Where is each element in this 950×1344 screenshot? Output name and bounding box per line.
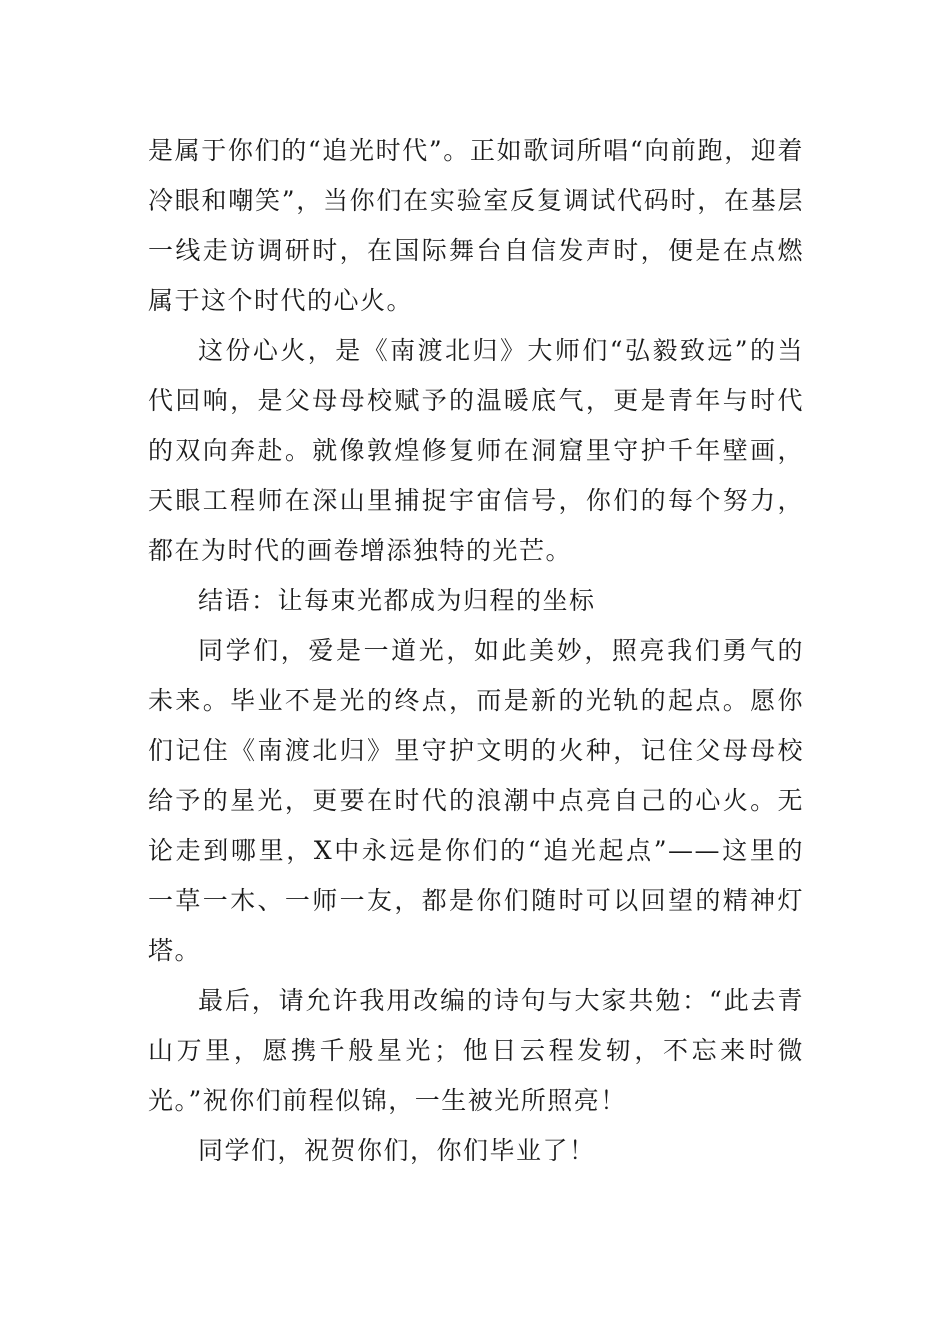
paragraph-graduation-light: 同学们，爱是一道光，如此美妙，照亮我们勇气的未来。毕业不是光的终点，而是新的光轨的起点。愿你们记住《南渡北归》里守护文明的火种，记住父母母校给予的星光，更要在时代的浪潮中点亮自己的心火。无论走到哪里，X中永远是你们的“追光起点”——这里的一草一木、一师一友，都是你们随时可以回望的精神灯塔。 [148, 636, 804, 965]
paragraph-heart-fire: 这份心火，是《南渡北归》大师们“弘毅致远”的当代回响，是父母母校赋予的温暖底气，更是青年与时代的双向奔赴。就像敦煌修复师在洞窟里守护千年壁画，天眼工程师在深山里捕捉宇宙信号，你们的每个努力，都在为时代的画卷增添独特的光芒。 [148, 336, 804, 565]
paragraph-continuation: 是属于你们的“追光时代”。正如歌词所唱“向前跑，迎着冷眼和嘲笑”，当你们在实验室反复调试代码时，在基层一线走访调研时，在国际舞台自信发声时，便是在点燃属于这个时代的心火。 [148, 136, 804, 315]
document-page [148, 126, 804, 1176]
paragraph-poem-blessing: 最后，请允许我用改编的诗句与大家共勉：“此去青山万里，愿携千般星光；他日云程发轫，不忘来时微光。”祝你们前程似锦，一生被光所照亮！ [148, 986, 804, 1115]
section-heading-conclusion: 结语：让每束光都成为归程的坐标 [198, 586, 596, 615]
paragraph-congratulations: 同学们，祝贺你们，你们毕业了！ [198, 1136, 596, 1165]
